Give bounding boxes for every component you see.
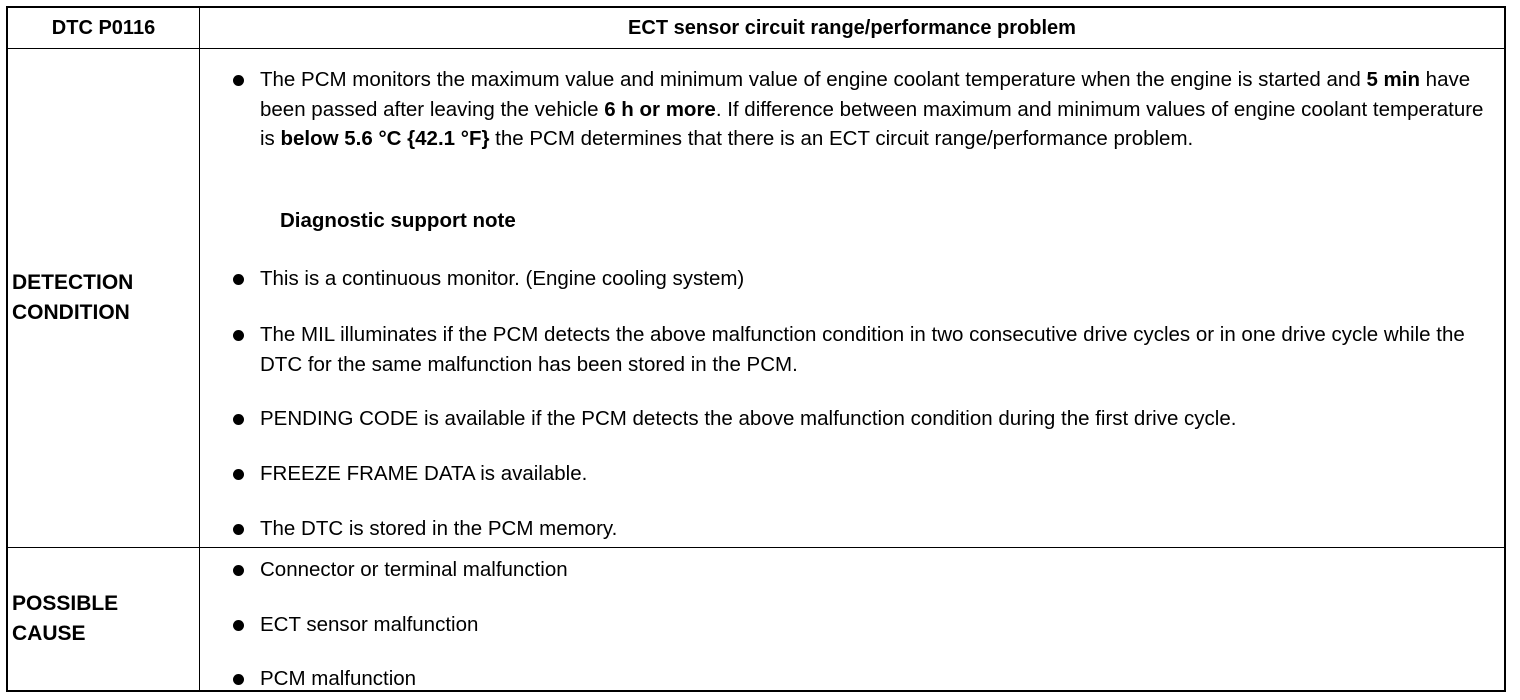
bullet-icon (233, 469, 244, 480)
cause-label (12, 547, 118, 690)
monitor-description (260, 65, 1484, 154)
detection-label-cell (8, 48, 200, 547)
note-item (260, 404, 1484, 434)
possible-cause-row (8, 547, 1504, 690)
detection-condition-row (8, 48, 1504, 548)
bullet-icon (233, 274, 244, 285)
detection-label-line2: CONDITION (12, 300, 130, 324)
cause-label-line2: CAUSE (12, 621, 86, 645)
cause-label-line1: POSSIBLE (12, 591, 119, 615)
detection-label (12, 48, 133, 547)
bullet-icon (233, 674, 244, 685)
header-code-cell (8, 8, 200, 48)
cause-label-cell (8, 547, 200, 690)
bullet-icon (233, 524, 244, 535)
note-text: PENDING CODE is available if the PCM detects the above malfunction condition during the first drive cycle. (260, 407, 1237, 430)
note-item (260, 320, 1484, 379)
dtc-code: DTC P0116 (51, 16, 156, 39)
detection-label-line1: DETECTION (12, 270, 134, 294)
note-text: The MIL illuminates if the PCM detects the above malfunction condition in two consecutive drive cycles or in one drive cycle while the DTC for the same malfunction has been stored in the PCM. (260, 323, 1465, 376)
diagnostic-support-note-heading: Diagnostic support note (280, 209, 516, 232)
cause-item (260, 610, 1484, 640)
monitor-threshold-value: below 5.6 °C {42.1 °F} (280, 127, 490, 150)
monitor-text-part: the PCM determines that there is an ECT circuit range/performance problem. (489, 127, 1194, 150)
note-item (260, 459, 1484, 489)
note-text: FREEZE FRAME DATA is available. (260, 462, 588, 485)
cause-text: PCM malfunction (260, 667, 417, 690)
monitor-text-part: have been passed after leaving the vehicle (260, 68, 1471, 121)
bullet-icon (233, 565, 244, 576)
dtc-table (6, 6, 1506, 692)
cause-text: Connector or terminal malfunction (260, 558, 568, 581)
cause-item (260, 664, 1484, 694)
monitor-time-value: 5 min (1366, 68, 1420, 91)
bullet-icon (233, 620, 244, 631)
dtc-title: ECT sensor circuit range/performance problem (628, 16, 1076, 39)
cause-item (260, 555, 1484, 585)
cause-text: ECT sensor malfunction (260, 613, 479, 636)
table-header-row (8, 8, 1504, 49)
header-title-cell (200, 8, 1504, 48)
monitor-text-part: . If difference between maximum and minimum values of engine coolant temperature is (260, 97, 1484, 150)
note-text: This is a continuous monitor. (Engine cooling system) (260, 267, 745, 290)
detection-content-cell (200, 48, 1504, 547)
note-item (260, 264, 1484, 294)
cause-content-cell (200, 547, 1504, 690)
bullet-icon (233, 330, 244, 341)
note-item (260, 514, 1484, 544)
monitor-text-part: The PCM monitors the maximum value and minimum value of engine coolant temperature when the engine is started and (260, 68, 1367, 91)
monitor-soak-value: 6 h or more (604, 97, 716, 121)
note-text: The DTC is stored in the PCM memory. (260, 517, 618, 540)
bullet-icon (233, 75, 244, 86)
bullet-icon (233, 414, 244, 425)
